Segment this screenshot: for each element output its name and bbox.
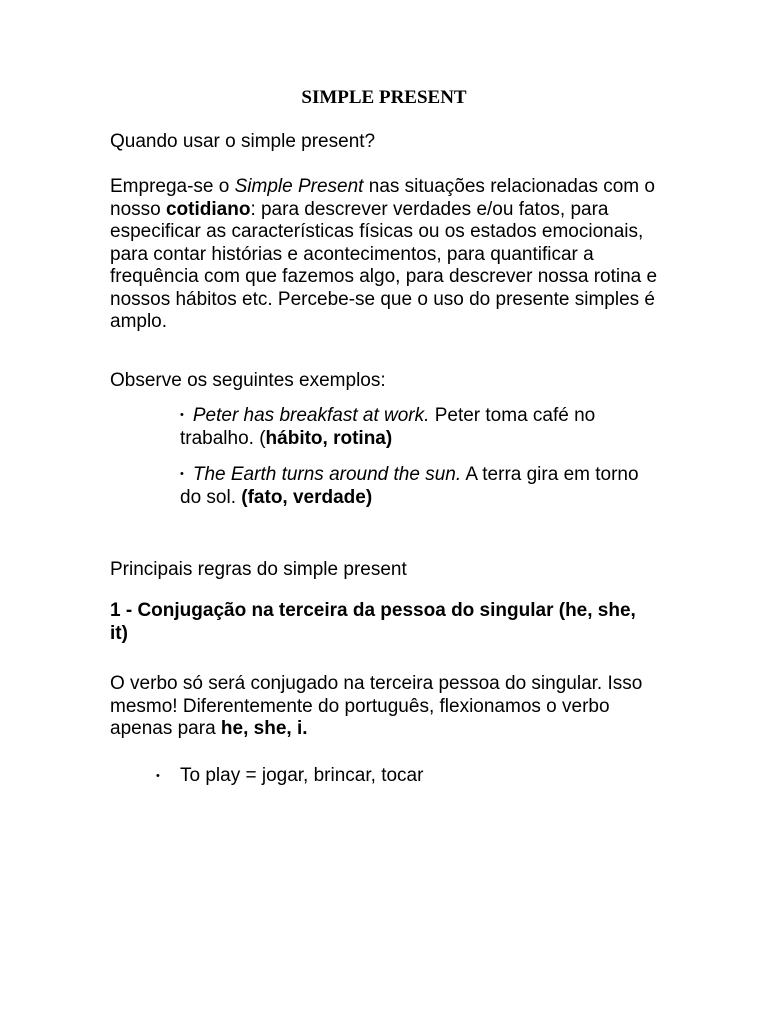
example-item-2 bbox=[180, 463, 660, 509]
example-item-1 bbox=[180, 404, 660, 450]
rules-heading: Principais regras do simple present bbox=[110, 559, 407, 580]
example-translation: A terra gira em torno do sol. bbox=[180, 464, 639, 508]
rule1-paragraph bbox=[110, 673, 658, 741]
example-english: Peter has breakfast at work. bbox=[192, 405, 430, 426]
intro-bold-term: cotidiano bbox=[165, 198, 251, 220]
example-note: (fato, verdade) bbox=[241, 486, 373, 508]
intro-text-3: : para descrever verdades e/ou fatos, para especificar as características físicas ou os estados emocionais, para contar histórias e acontecimentos, para quantificar a frequência com que fazemos algo, para descrever nossa rotina e nossos hábitos etc. Percebe-se que o uso do presente simples é amplo. bbox=[110, 198, 658, 332]
bullet-icon: • bbox=[180, 468, 184, 480]
page-title: SIMPLE PRESENT bbox=[301, 87, 467, 108]
verb-example-item bbox=[156, 765, 660, 788]
intro-text-1: Emprega-se o bbox=[110, 176, 235, 197]
examples-heading: Observe os seguintes exemplos: bbox=[110, 370, 386, 391]
bullet-icon: • bbox=[156, 770, 160, 782]
example-note: hábito, rotina) bbox=[265, 427, 393, 449]
example-english: The Earth turns around the sun. bbox=[192, 464, 462, 485]
rule1-bold-pronouns: he, she, i. bbox=[220, 718, 308, 739]
rule1-text: O verbo só será conjugado na terceira pessoa do singular. Isso mesmo! Diferentemente do português, flexionamos o verbo apenas para bbox=[110, 673, 643, 739]
bullet-icon: • bbox=[180, 409, 184, 421]
intro-paragraph bbox=[110, 176, 658, 334]
intro-italic-term: Simple Present bbox=[234, 176, 364, 197]
question-paragraph: Quando usar o simple present? bbox=[110, 131, 376, 152]
rule1-heading: 1 - Conjugação na terceira da pessoa do singular (he, she, it) bbox=[110, 600, 636, 644]
verb-example-text: To play = jogar, brincar, tocar bbox=[180, 765, 424, 786]
intro-text-2: nas situações relacionadas com o nosso bbox=[110, 176, 655, 220]
example-translation: Peter toma café no trabalho. ( bbox=[180, 405, 596, 449]
